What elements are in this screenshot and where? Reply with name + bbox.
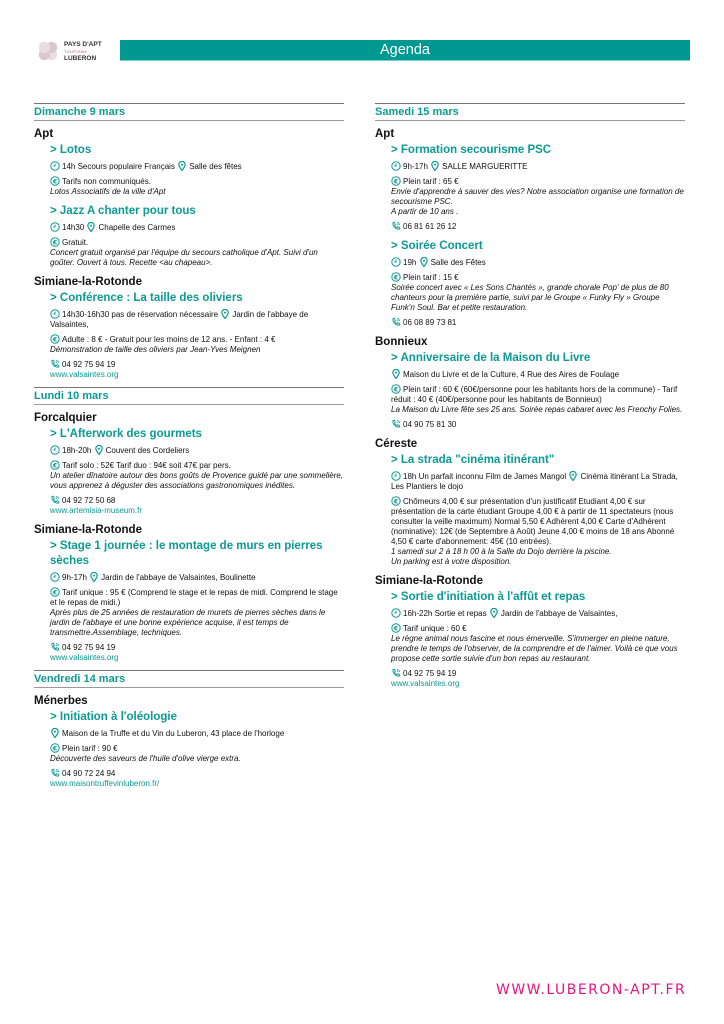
event-item bbox=[34, 427, 344, 516]
clock-icon bbox=[50, 309, 60, 319]
event-description: Démonstration de taille des oliviers par Jean-Yves Meignen bbox=[50, 345, 261, 354]
event-price bbox=[50, 587, 344, 608]
event-item bbox=[34, 291, 344, 380]
event-time-place bbox=[50, 161, 344, 172]
town-name: Simiane-la-Rotonde bbox=[34, 524, 142, 536]
euro-icon bbox=[50, 176, 60, 186]
event-item bbox=[34, 143, 344, 197]
event-price bbox=[391, 623, 685, 634]
logo-line-1: PAYS D'APT bbox=[64, 40, 102, 48]
phone-icon bbox=[50, 768, 60, 778]
event-time: 19h bbox=[403, 258, 417, 267]
event-place: Jardin de l'abbaye de Valsaintes, bbox=[50, 310, 309, 329]
event-title[interactable]: > Formation secourisme PSC bbox=[391, 144, 552, 156]
event-price bbox=[391, 176, 685, 187]
event-price-text: Plein tarif : 15 € bbox=[403, 273, 459, 282]
event-price bbox=[50, 237, 344, 248]
event-price bbox=[391, 384, 685, 405]
event-description: Le règne animal nous fascine et nous émerveille. S'immerger en pleine nature, prendre le temps de l'observer, de la comprendre et de l'aimer. Voilà ce que vous propose cette sortie suivie d'un bon repas au restaurant. bbox=[391, 634, 678, 663]
event-price-text: Gratuit. bbox=[62, 238, 89, 247]
event-title[interactable]: > Stage 1 journée : le montage de murs en pierres sèches bbox=[50, 540, 323, 567]
event-place: Maison de la Truffe et du Vin du Luberon, 43 place de l'horloge bbox=[62, 729, 285, 738]
event-phone[interactable] bbox=[391, 419, 685, 430]
page-header bbox=[36, 40, 690, 62]
town-section bbox=[34, 523, 344, 663]
map-pin-icon bbox=[177, 161, 187, 171]
event-description: Soirée concert avec « Les Sons Chantés », grande chorale Pop' de plus de 80 chanteurs pour la première partie, suivi par le Groupe « Funky Fly » Groupe Funk'n Soul. Bar et petite restauration. bbox=[391, 283, 669, 312]
svg-text:€: € bbox=[52, 335, 58, 344]
event-price bbox=[50, 334, 344, 345]
map-pin-icon bbox=[94, 445, 104, 455]
left-column bbox=[34, 103, 344, 796]
event-price-text: Tarifs non communiqués. bbox=[62, 177, 151, 186]
town-name: Apt bbox=[34, 128, 54, 140]
event-description: Découverte des saveurs de l'huile d'olive vierge extra. bbox=[50, 754, 241, 763]
event-description: Concert gratuit organisé par l'équipe du secours catholique d'Apt. Suivi d'un goûter. Ouvert à tous. Recette <au chapeau>. bbox=[50, 248, 318, 267]
phone-icon bbox=[391, 668, 401, 678]
event-time-place bbox=[50, 309, 344, 330]
event-item bbox=[34, 710, 344, 789]
euro-icon bbox=[391, 176, 401, 186]
event-place: Jardin de l'abbaye de Valsaintes, Boulinette bbox=[101, 573, 256, 582]
event-phone-number: 04 92 75 94 19 bbox=[62, 643, 116, 652]
event-time: 9h-17h bbox=[62, 573, 87, 582]
phone-icon bbox=[391, 221, 401, 231]
euro-icon bbox=[50, 743, 60, 753]
event-price-text: Tarif solo : 52€ Tarif duo : 94€ soit 47€ par pers. bbox=[62, 461, 231, 470]
event-title[interactable]: > Sortie d'initiation à l'affût et repas bbox=[391, 591, 586, 603]
event-price bbox=[391, 272, 685, 283]
day-header: Lundi 10 mars bbox=[34, 387, 344, 405]
euro-icon bbox=[391, 496, 401, 506]
footer-website-link[interactable]: WWW.LUBERON-APT.FR bbox=[496, 982, 687, 998]
event-time-place bbox=[391, 608, 685, 619]
event-description: Envie d'apprendre à sauver des vies? Notre association organise une formation de secourisme PSC. A partir de 10 ans . bbox=[391, 187, 684, 216]
logo-text bbox=[64, 41, 102, 62]
event-website-link[interactable]: www.valsaintes.org bbox=[50, 653, 119, 662]
event-phone[interactable] bbox=[50, 642, 344, 653]
event-website-link[interactable]: www.valsaintes.org bbox=[50, 370, 119, 379]
map-pin-icon bbox=[419, 257, 429, 267]
event-time: 14h Secours populaire Français bbox=[62, 162, 175, 171]
town-section bbox=[375, 574, 685, 689]
town-section bbox=[34, 127, 344, 268]
event-time: 14h30-16h30 pas de réservation nécessaire bbox=[62, 310, 219, 319]
event-phone[interactable] bbox=[50, 768, 344, 779]
phone-icon bbox=[391, 419, 401, 429]
euro-icon bbox=[391, 623, 401, 633]
svg-text:€: € bbox=[52, 588, 58, 597]
logo-line-2: TOURISME bbox=[64, 48, 88, 54]
event-description: Après plus de 25 années de restauration de murets de pierres sèches dans le jardin de l'abbaye et une bonne expérience acquise, il est temps de transmettre.Assemblage, techniques. bbox=[50, 608, 326, 637]
event-price-text: Tarif unique : 95 € (Comprend le stage et le repas de midi. Comprend le stage et le repas de midi.) bbox=[50, 588, 338, 607]
event-price bbox=[50, 743, 344, 754]
event-item bbox=[375, 143, 685, 232]
event-place: Jardin de l'abbaye de Valsaintes, bbox=[500, 609, 618, 618]
event-title[interactable]: > Initiation à l'oléologie bbox=[50, 711, 178, 723]
event-price-text: Plein tarif : 60 € (60€/personne pour les habitants hors de la commune) - Tarif réduit : 40 € (40€/personne pour les habitants de Bonnieux) bbox=[391, 385, 678, 404]
map-pin-icon bbox=[391, 369, 401, 379]
event-phone-number: 06 81 61 26 12 bbox=[403, 222, 457, 231]
event-item bbox=[375, 239, 685, 328]
day-header: Samedi 15 mars bbox=[375, 103, 685, 121]
event-time-place bbox=[50, 728, 344, 739]
pays-dapt-logo bbox=[36, 36, 120, 66]
event-time-place bbox=[50, 222, 344, 233]
event-title[interactable]: > Jazz A chanter pour tous bbox=[50, 205, 196, 217]
event-title[interactable]: > Lotos bbox=[50, 144, 92, 156]
event-place: Maison du Livre et de la Culture, 4 Rue des Aires de Foulage bbox=[403, 370, 620, 379]
event-phone[interactable] bbox=[50, 495, 344, 506]
clock-icon bbox=[50, 572, 60, 582]
logo-line-3: LUBERON bbox=[64, 54, 97, 62]
town-section bbox=[375, 335, 685, 430]
event-place: Couvent des Cordeliers bbox=[105, 446, 190, 455]
day-header: Dimanche 9 mars bbox=[34, 103, 344, 121]
event-place: Salle des fêtes bbox=[189, 162, 242, 171]
event-time: 16h-22h Sortie et repas bbox=[403, 609, 487, 618]
event-phone-number: 04 92 72 50 68 bbox=[62, 496, 116, 505]
page-title: Agenda bbox=[380, 42, 430, 58]
event-phone-number: 06 08 89 73 81 bbox=[403, 318, 457, 327]
euro-icon bbox=[50, 587, 60, 597]
event-description: La Maison du Livre fête ses 25 ans. Soirée repas cabaret avec les Frenchy Folies. bbox=[391, 405, 683, 414]
event-item bbox=[375, 453, 685, 567]
map-pin-icon bbox=[220, 309, 230, 319]
event-price-text: Chômeurs 4,00 € sur présentation d'un justificatif Etudiant 4,00 € sur présentation de la carte étudiant Groupe 4,00 € à partir de 11 spectateurs (nous consulter la veille maximum) Normal 5,50 € Adhérent 4,00 € Carte d'Adhérent (nominative): 12€ (de Septembre à Août) Jeune 4,00 € moins de 18 ans Abonné 4,50 € carte d'abonnement: 45€ (10 entrées). bbox=[391, 497, 675, 546]
event-price-text: Tarif unique : 60 € bbox=[403, 624, 467, 633]
clock-icon bbox=[50, 222, 60, 232]
town-section bbox=[375, 127, 685, 328]
svg-text:€: € bbox=[393, 624, 399, 633]
event-time-place bbox=[391, 471, 685, 492]
clock-icon bbox=[391, 608, 401, 618]
clock-icon bbox=[391, 257, 401, 267]
event-time-place bbox=[391, 257, 685, 268]
town-name: Bonnieux bbox=[375, 336, 428, 348]
phone-icon bbox=[50, 359, 60, 369]
event-description: 1 samedi sur 2 à 18 h 00 à la Salle du Dojo derrière la piscine. Un parking est à votre disposition. bbox=[391, 547, 612, 566]
town-name: Simiane-la-Rotonde bbox=[375, 575, 483, 587]
event-price-text: Adulte : 8 € - Gratuit pour les moins de 12 ans. - Enfant : 4 € bbox=[62, 335, 276, 344]
town-name: Ménerbes bbox=[34, 695, 88, 707]
event-time-place bbox=[391, 369, 685, 380]
map-pin-icon bbox=[89, 572, 99, 582]
euro-icon bbox=[50, 237, 60, 247]
euro-icon bbox=[391, 272, 401, 282]
clock-icon bbox=[50, 161, 60, 171]
event-phone-number: 04 92 75 94 19 bbox=[62, 360, 116, 369]
event-time-place bbox=[391, 161, 685, 172]
town-section bbox=[34, 411, 344, 516]
phone-icon bbox=[50, 495, 60, 505]
svg-text:€: € bbox=[52, 461, 58, 470]
event-phone[interactable] bbox=[391, 668, 685, 679]
phone-icon bbox=[50, 642, 60, 652]
svg-text:€: € bbox=[393, 385, 399, 394]
event-time-place bbox=[50, 445, 344, 456]
event-title[interactable]: > Anniversaire de la Maison du Livre bbox=[391, 352, 591, 364]
event-phone[interactable] bbox=[391, 317, 685, 328]
svg-text:€: € bbox=[393, 177, 399, 186]
map-pin-icon bbox=[489, 608, 499, 618]
day-header: Vendredi 14 mars bbox=[34, 670, 344, 688]
clock-icon bbox=[391, 161, 401, 171]
svg-text:€: € bbox=[393, 497, 399, 506]
event-place: Chapelle des Carmes bbox=[98, 223, 176, 232]
event-price bbox=[50, 460, 344, 471]
event-time: 18h-20h bbox=[62, 446, 92, 455]
event-time: 9h-17h bbox=[403, 162, 428, 171]
svg-text:€: € bbox=[52, 744, 58, 753]
event-website-link[interactable]: www.maisontruffevinluberon.fr/ bbox=[50, 779, 160, 788]
event-title[interactable]: > Soirée Concert bbox=[391, 240, 483, 252]
event-description: Un atelier dînatoire autour des bons goûts de Provence guidé par une sommelière, vous apprenez à déguster des associations gastronomiques inédites. bbox=[50, 471, 344, 490]
event-phone-number: 04 90 75 81 30 bbox=[403, 420, 457, 429]
event-title[interactable]: > La strada "cinéma itinérant" bbox=[391, 454, 555, 466]
map-pin-icon bbox=[86, 222, 96, 232]
town-section bbox=[375, 437, 685, 567]
event-place: SALLE MARGUERITTE bbox=[442, 162, 528, 171]
event-item bbox=[34, 204, 344, 268]
event-item bbox=[375, 351, 685, 430]
town-section bbox=[34, 694, 344, 789]
map-pin-icon bbox=[568, 471, 578, 481]
agenda-banner bbox=[120, 40, 690, 61]
town-name: Apt bbox=[375, 128, 395, 140]
event-time: 18h Un parfait inconnu Film de James Mangol bbox=[403, 472, 567, 481]
event-price bbox=[391, 496, 685, 547]
town-name: Céreste bbox=[375, 438, 418, 450]
event-item bbox=[34, 539, 344, 663]
clock-icon bbox=[50, 445, 60, 455]
event-time: 14h30 bbox=[62, 223, 85, 232]
map-pin-icon bbox=[50, 728, 60, 738]
svg-text:€: € bbox=[52, 177, 58, 186]
phone-icon bbox=[391, 317, 401, 327]
flower-logo-icon bbox=[36, 39, 60, 63]
event-title[interactable]: > L'Afterwork des gourmets bbox=[50, 428, 202, 440]
event-title[interactable]: > Conférence : La taille des oliviers bbox=[50, 292, 243, 304]
euro-icon bbox=[391, 384, 401, 394]
event-price-text: Plein tarif : 90 € bbox=[62, 744, 118, 753]
map-pin-icon bbox=[430, 161, 440, 171]
event-price bbox=[50, 176, 344, 187]
event-phone[interactable] bbox=[391, 221, 685, 232]
event-website-link[interactable]: www.artemisia-museum.fr bbox=[50, 506, 143, 515]
event-phone-number: 04 92 75 94 19 bbox=[403, 669, 457, 678]
right-column bbox=[375, 103, 685, 696]
town-name: Simiane-la-Rotonde bbox=[34, 276, 142, 288]
clock-icon bbox=[391, 471, 401, 481]
town-name: Forcalquier bbox=[34, 412, 97, 424]
event-website-link[interactable]: www.valsaintes.org bbox=[391, 679, 460, 688]
event-place: Salle des Fêtes bbox=[430, 258, 486, 267]
event-phone[interactable] bbox=[50, 359, 344, 370]
euro-icon bbox=[50, 460, 60, 470]
event-place: Cinéma itinérant La Strada, Les Plantiers le dojo bbox=[391, 472, 678, 491]
event-description: Lotos Associatifs de la ville d'Apt bbox=[50, 187, 166, 196]
town-section bbox=[34, 275, 344, 380]
event-item bbox=[375, 590, 685, 689]
event-price-text: Plein tarif : 65 € bbox=[403, 177, 459, 186]
event-phone-number: 04 90 72 24 94 bbox=[62, 769, 116, 778]
event-time-place bbox=[50, 572, 344, 583]
svg-text:€: € bbox=[52, 238, 58, 247]
euro-icon bbox=[50, 334, 60, 344]
svg-text:€: € bbox=[393, 273, 399, 282]
